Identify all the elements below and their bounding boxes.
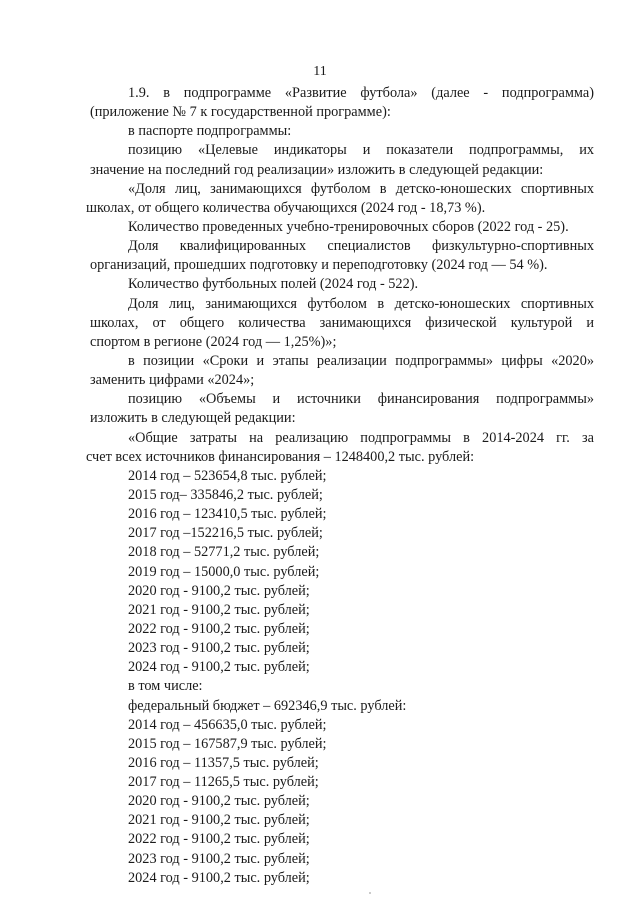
page-number: 11 [313, 64, 327, 79]
text-line: счет всех источников финансирования – 1248400,2 тыс. рублей: [86, 448, 475, 465]
text-line: 2023 год - 9100,2 тыс. рублей; [128, 640, 310, 657]
scan-artifact [369, 892, 371, 894]
text-line: 2016 год – 123410,5 тыс. рублей; [128, 506, 327, 523]
text-line: (приложение № 7 к государственной программе): [90, 104, 391, 121]
text-line: 1.9. в подпрограмме «Развитие футбола» (далее - подпрограмма) [128, 85, 594, 101]
text-line: заменить цифрами «2024»; [90, 372, 255, 389]
text-line: «Общие затраты на реализацию подпрограммы в 2014-2024 гг. за [128, 429, 594, 446]
text-line: 2021 год - 9100,2 тыс. рублей; [128, 601, 310, 618]
text-line: федеральный бюджет – 692346,9 тыс. рублей: [128, 697, 407, 714]
text-line: организаций, прошедших подготовку и переподготовку (2024 год — 54 %). [90, 257, 548, 274]
text-line: 2020 год - 9100,2 тыс. рублей; [128, 582, 310, 599]
text-line: позицию «Целевые индикаторы и показатели подпрограммы, их [128, 142, 594, 159]
text-line: 2021 год - 9100,2 тыс. рублей; [128, 812, 310, 829]
text-line: школах, от общего количества обучающихся (2024 год - 18,73 %). [86, 199, 486, 216]
text-line: 2018 год – 52771,2 тыс. рублей; [128, 544, 320, 561]
text-line: школах, от общего количества занимающихся физической культурой и [90, 314, 594, 331]
text-line: в позиции «Сроки и этапы реализации подпрограммы» цифры «2020» [128, 352, 594, 369]
document-body [86, 84, 594, 888]
text-line: в паспорте подпрограммы: [128, 123, 292, 140]
text-line: 2015 год – 167587,9 тыс. рублей; [128, 735, 327, 752]
text-line: 2016 год – 11357,5 тыс. рублей; [128, 754, 319, 771]
text-line: Количество проведенных учебно-тренировочных сборов (2022 год - 25). [128, 218, 569, 235]
text-line: Доля квалифицированных специалистов физкультурно-спортивных [128, 238, 594, 255]
text-line: изложить в следующей редакции: [90, 410, 296, 427]
text-line: 2024 год - 9100,2 тыс. рублей; [128, 659, 310, 676]
text-line: 2023 год - 9100,2 тыс. рублей; [128, 850, 310, 867]
text-line: 2020 год - 9100,2 тыс. рублей; [128, 793, 310, 810]
text-line: 2019 год – 15000,0 тыс. рублей; [128, 563, 320, 580]
text-line: 2017 год –152216,5 тыс. рублей; [128, 525, 323, 542]
text-line: «Доля лиц, занимающихся футболом в детско-юношеских спортивных [128, 180, 594, 197]
text-line: Количество футбольных полей (2024 год - 522). [128, 276, 419, 293]
text-line: 2024 год - 9100,2 тыс. рублей; [128, 869, 310, 886]
text-line: 2015 год– 335846,2 тыс. рублей; [128, 486, 323, 503]
text-line: 2014 год – 456635,0 тыс. рублей; [128, 716, 327, 733]
text-line: позицию «Объемы и источники финансирования подпрограммы» [128, 391, 594, 408]
text-line: спортом в регионе (2024 год — 1,25%)»; [90, 333, 337, 350]
text-line: 2017 год – 11265,5 тыс. рублей; [128, 774, 319, 791]
text-line: 2022 год - 9100,2 тыс. рублей; [128, 831, 310, 848]
text-line: в том числе: [128, 678, 203, 695]
text-line: 2014 год – 523654,8 тыс. рублей; [128, 467, 327, 484]
text-line: 2022 год - 9100,2 тыс. рублей; [128, 620, 310, 637]
text-line: Доля лиц, занимающихся футболом в детско-юношеских спортивных [128, 295, 594, 312]
text-line: значение на последний год реализации» изложить в следующей редакции: [90, 161, 544, 178]
